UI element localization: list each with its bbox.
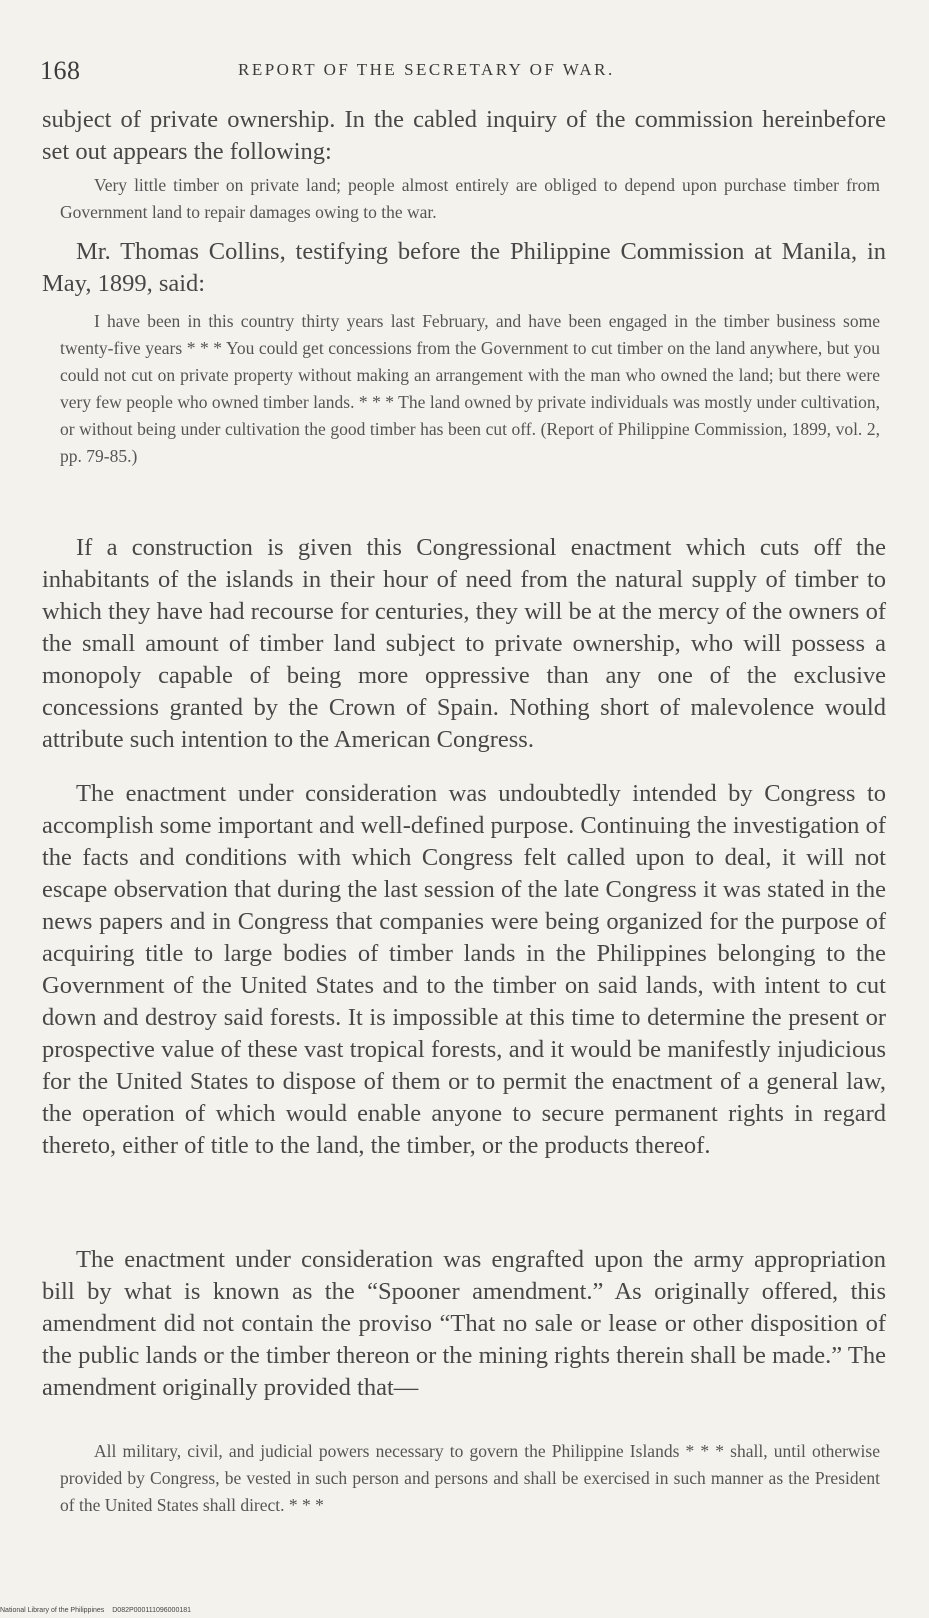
paragraph-text: Mr. Thomas Collins, testifying before the Philippine Commission at Manila, in May, 1899, said: xyxy=(42,238,886,297)
quote-text: I have been in this country thirty years last February, and have been engaged in the timber business some twenty-five years * * * You could get concessions from the Government to cut timber on the land anywhere, but you could not cut on private property without making an arrangement with the man who owned the land; but there were very few people who owned timber lands. * * * The land owned by private individuals was mostly under cultivation, or without being under cultivation the good timber has been cut off. (Report of Philippine Commission, 1899, vol. 2, pp. 79-85.) xyxy=(60,311,880,466)
paragraph-text: The enactment under consideration was undoubtedly intended by Congress to accomplish some important and well-defined purpose. Continuing the investigation of the facts and conditions with which Congress felt called upon to deal, it will not escape observation that during the last session of the late Congress it was stated in the news papers and in Congress that companies were being organized for the purpose of acquiring title to large bodies of timber lands in the Philippines belonging to the Government of the United States and to the timber on said lands, with intent to cut down and destroy said forests. It is impossible at this time to determine the present or prospective value of these vast tropical forests, and it would be manifestly injudicious for the United States to dispose of them or to permit the enactment of a general law, the operation of which would enable anyone to secure permanent rights in regard thereto, either of title to the land, the timber, or the products thereof. xyxy=(42,780,886,1159)
quote-text: All military, civil, and judicial powers necessary to govern the Philippine Islands * * * shall, until otherwise provided by Congress, be vested in such person and persons and shall be exercised in such manner as the President of the United States shall direct. * * * xyxy=(60,1441,880,1515)
paragraph-2 xyxy=(42,236,886,300)
paragraph-5 xyxy=(42,1244,886,1404)
scan-footer xyxy=(0,1607,197,1614)
quote-text: Very little timber on private land; people almost entirely are obliged to depend upon purchase timber from Government land to repair damages owing to the war. xyxy=(60,175,880,222)
page-number: 168 xyxy=(40,56,81,85)
footer-source: National Library of the Philippines xyxy=(0,1607,105,1614)
paragraph-3 xyxy=(42,532,886,756)
paragraph-text: If a construction is given this Congressional enactment which cuts off the inhabitants of the islands in their hour of need from the natural supply of timber to which they have had recourse for centuries, they will be at the mercy of the owners of the small amount of timber land subject to private ownership, who will possess a monopoly capable of being more oppressive than any one of the exclusive concessions granted by the Crown of Spain. Nothing short of malevolence would attribute such intention to the American Congress. xyxy=(42,534,886,753)
block-quote-3 xyxy=(60,1438,880,1519)
block-quote-2 xyxy=(60,308,880,470)
running-title: REPORT OF THE SECRETARY OF WAR. xyxy=(238,60,615,79)
paragraph-text: The enactment under consideration was engrafted upon the army appropriation bill by what is known as the “Spooner amendment.” As originally offered, this amendment did not contain the proviso “That no sale or lease or other disposition of the public lands or the timber thereon or the mining rights therein shall be made.” The amendment originally provided that— xyxy=(42,1246,886,1401)
paragraph-1 xyxy=(42,104,886,168)
footer-id: D082P000111096000181 xyxy=(112,1607,192,1614)
block-quote-1 xyxy=(60,172,880,226)
paragraph-4 xyxy=(42,778,886,1162)
paragraph-text: subject of private ownership. In the cabled inquiry of the commission hereinbefore set out appears the following: xyxy=(42,106,886,165)
